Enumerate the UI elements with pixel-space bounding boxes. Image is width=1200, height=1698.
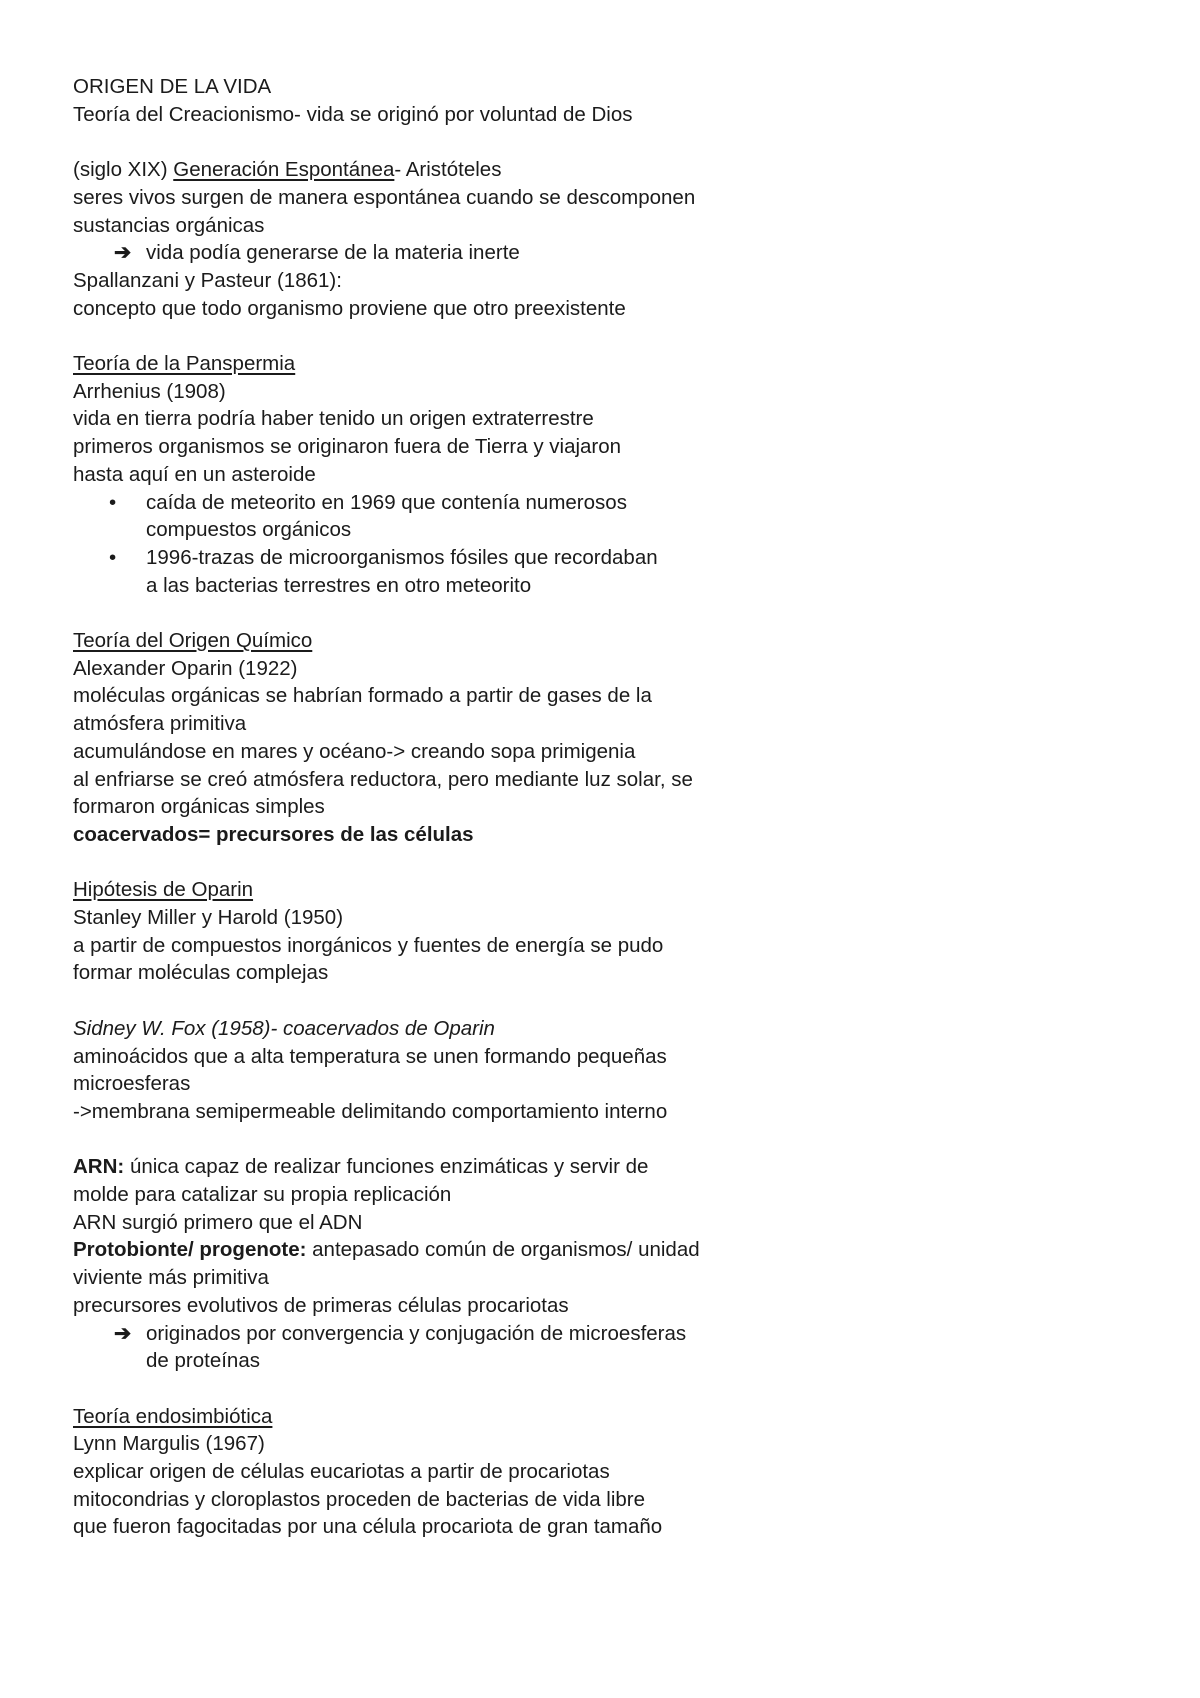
arn-text: única capaz de realizar funciones enzimáticas y servir de	[124, 1155, 649, 1179]
quimico-line-2: moléculas orgánicas se habrían formado a partir de gases de la	[73, 684, 652, 708]
creacionismo-line: Teoría del Creacionismo- vida se originó por voluntad de Dios	[73, 102, 633, 126]
spacer	[73, 322, 793, 350]
generacion-arrow-item	[73, 239, 793, 267]
arn-line-6: precursores evolutivos de primeras células procariotas	[73, 1293, 569, 1317]
bullet-icon: •	[109, 490, 117, 514]
quimico-line-4: acumulándose en mares y océano-> creando sopa primigenia	[73, 739, 636, 763]
fox-line-3: ->membrana semipermeable delimitando comportamiento interno	[73, 1099, 668, 1123]
endosimbiotica-line-4: que fueron fagocitadas por una célula procariota de gran tamaño	[73, 1515, 663, 1539]
arrow-icon: ➔	[114, 1321, 132, 1345]
panspermia-line-2: vida en tierra podría haber tenido un origen extraterrestre	[73, 407, 594, 431]
fox-line-1: aminoácidos que a alta temperatura se unen formando pequeñas	[73, 1044, 667, 1068]
generacion-line-3: Spallanzani y Pasteur (1861):	[73, 268, 342, 292]
protobionte-label: Protobionte/ progenote:	[73, 1238, 307, 1262]
generacion-arrow-text: vida podía generarse de la materia inerte	[146, 241, 520, 265]
spacer	[73, 987, 793, 1015]
generacion-suffix: - Aristóteles	[394, 158, 502, 182]
endosimbiotica-line-1: Lynn Margulis (1967)	[73, 1432, 265, 1456]
arn-label: ARN:	[73, 1155, 125, 1179]
document-title: ORIGEN DE LA VIDA	[73, 75, 272, 98]
panspermia-bullet-2-line-b: a las bacterias terrestres en otro meteorito	[146, 573, 532, 597]
spacer	[73, 849, 793, 877]
arn-arrow-line-b: de proteínas	[146, 1349, 260, 1373]
panspermia-line-1: Arrhenius (1908)	[73, 379, 226, 403]
arn-arrow-line-a: originados por convergencia y conjugación de microesferas	[146, 1321, 687, 1345]
panspermia-line-4: hasta aquí en un asteroide	[73, 462, 316, 486]
endosimbiotica-line-3: mitocondrias y cloroplastos proceden de bacterias de vida libre	[73, 1487, 646, 1511]
panspermia-bullet-2-line-a: 1996-trazas de microorganismos fósiles que recordaban	[146, 545, 658, 569]
protobionte-line	[73, 1236, 793, 1264]
quimico-heading: Teoría del Origen Químico	[73, 629, 313, 653]
generacion-line-2: sustancias orgánicas	[73, 213, 265, 237]
arn-line-1	[73, 1153, 793, 1181]
fox-heading: Sidney W. Fox (1958)- coacervados de Oparin	[73, 1016, 495, 1040]
document-page	[73, 73, 793, 1541]
quimico-line-5: al enfriarse se creó atmósfera reductora, pero mediante luz solar, se	[73, 767, 693, 791]
arrow-icon: ➔	[114, 241, 132, 265]
panspermia-bullet-1-line-a: caída de meteorito en 1969 que contenía numerosos	[146, 490, 627, 514]
quimico-line-6: formaron orgánicas simples	[73, 795, 325, 819]
oparin-line-2: a partir de compuestos inorgánicos y fuentes de energía se pudo	[73, 933, 664, 957]
oparin-line-1: Stanley Miller y Harold (1950)	[73, 906, 344, 930]
panspermia-line-3: primeros organismos se originaron fuera de Tierra y viajaron	[73, 435, 622, 459]
oparin-line-3: formar moléculas complejas	[73, 961, 329, 985]
panspermia-bullet-1-line-b: compuestos orgánicos	[146, 518, 352, 542]
generacion-prefix: (siglo XIX)	[73, 158, 174, 182]
endosimbiotica-heading: Teoría endosimbiótica	[73, 1404, 273, 1428]
arn-arrow-item	[73, 1320, 793, 1375]
panspermia-heading: Teoría de la Panspermia	[73, 352, 296, 375]
protobionte-text: antepasado común de organismos/ unidad	[306, 1238, 700, 1262]
spacer	[73, 1375, 793, 1403]
generacion-line-4: concepto que todo organismo proviene que otro preexistente	[73, 296, 626, 320]
quimico-line-1: Alexander Oparin (1922)	[73, 656, 298, 680]
generacion-heading: Generación Espontánea	[173, 158, 395, 182]
generacion-heading-line	[73, 156, 793, 184]
quimico-line-3: atmósfera primitiva	[73, 712, 247, 736]
arn-line-2: molde para catalizar su propia replicación	[73, 1183, 452, 1207]
generacion-line-1: seres vivos surgen de manera espontánea cuando se descomponen	[73, 185, 696, 209]
spacer	[73, 599, 793, 627]
spacer	[73, 128, 793, 156]
bullet-icon: •	[109, 545, 117, 569]
arn-line-5: viviente más primitiva	[73, 1266, 269, 1290]
fox-line-2: microesferas	[73, 1072, 191, 1096]
panspermia-bullet-1	[73, 489, 793, 544]
arn-line-3: ARN surgió primero que el ADN	[73, 1210, 363, 1234]
panspermia-bullet-2	[73, 544, 793, 599]
endosimbiotica-line-2: explicar origen de células eucariotas a partir de procariotas	[73, 1460, 610, 1484]
oparin-heading: Hipótesis de Oparin	[73, 878, 254, 902]
spacer	[73, 1126, 793, 1154]
quimico-line-7: coacervados= precursores de las células	[73, 822, 474, 846]
